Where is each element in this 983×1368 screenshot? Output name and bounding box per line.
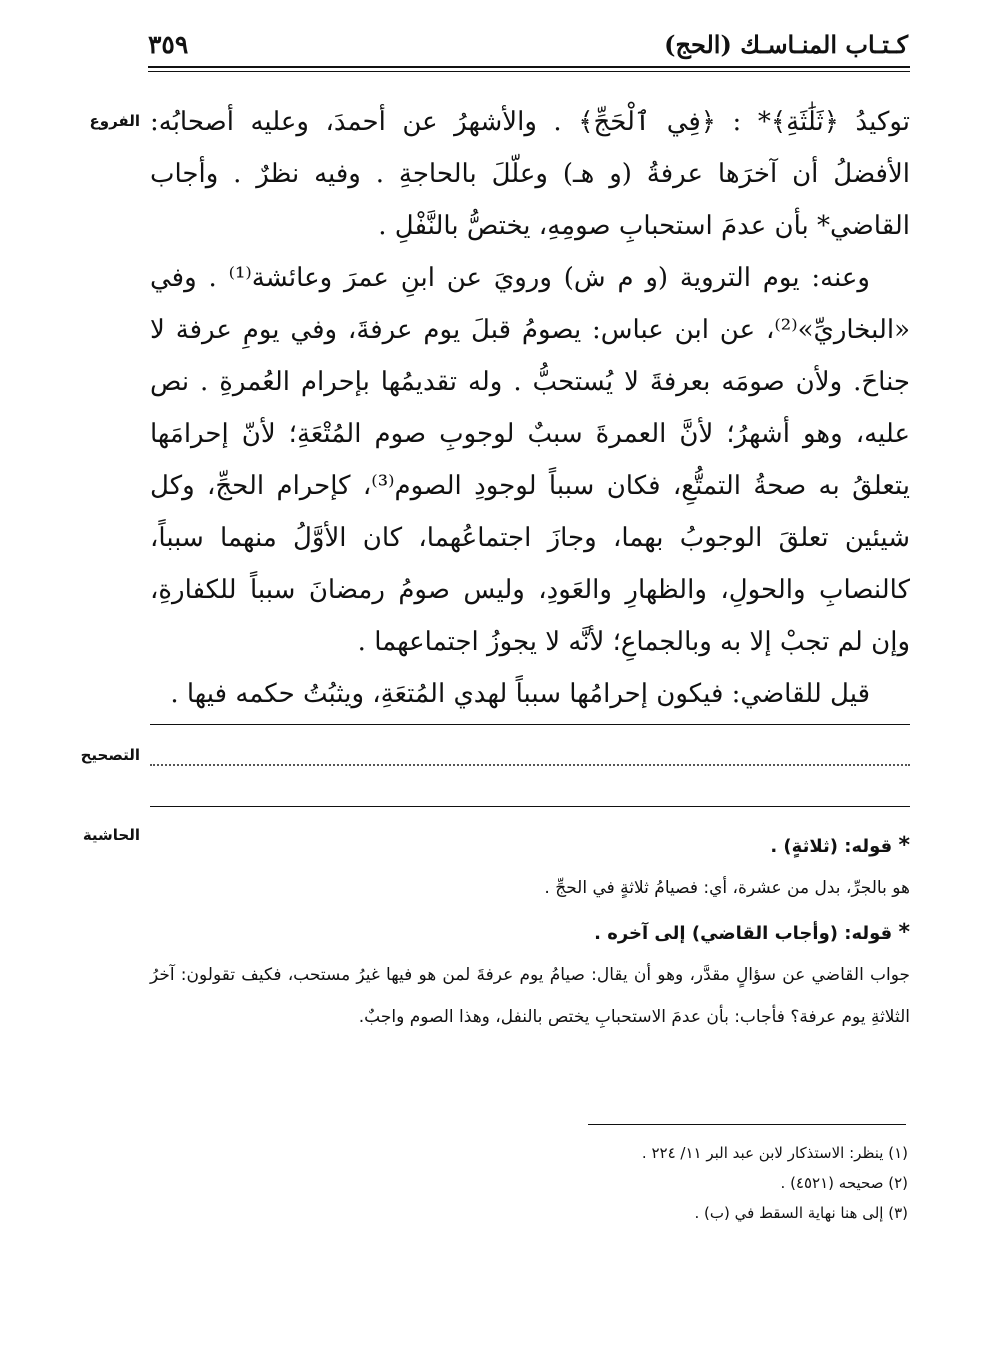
asterisk-icon: *	[898, 833, 910, 858]
main-paragraph-2: وعنه: يوم التروية (و م ش) ورويَ عن ابنِ عمرَ وعائشة⁽¹⁾ . وفي «البخاريِّ»⁽²⁾، عن ابن عباس: يصومُ قبلَ يوم عرفةَ، وفي يومِ عرفة لا جناحَ. ولأن صومَه بعرفةَ لا يُستحبُّ . وله تقديمُها بإحرام العُمرةِ . نص عليه، وهو أشهرُ؛ لأنَّ العمرةَ سببٌ لوجوبِ صوم المُتْعَةِ؛ لأنّ إحرامَها يتعلقُ به صحةُ التمتُّعِ، فكان سبباً لوجودِ الصوم⁽³⁾، كإحرام الحجِّ، وكل شيئين تعلقَ الوجوبُ بهما، وجازَ اجتماعُهما، كان الأوَّلُ منهما سبباً، كالنصابِ والحولِ، والظهارِ والعَودِ، وليس صومُ رمضانَ سبباً للكفارةِ، وإن لم تجبْ إلا به وبالجماعِ؛ لأنَّه لا يجوزُ اجتماعهما .	[150, 263, 910, 657]
hashiya-heading-1-text: قوله: (ثلاثةٍ) .	[770, 836, 893, 857]
page-header	[148, 24, 908, 68]
main-paragraph-1: توكيدُ ﴿ثَلَٰثَةِ﴾* : ﴿فِي ٱلْحَجِّ﴾ . والأشهرُ عن أحمدَ، وعليه أصحابُه: الأفضلُ أن آخرَها عرفةُ (و هـ) وعلّلَ بالحاجةِ . وفيه نظرٌ . وأجاب القاضي* بأن عدمَ استحبابِ صومِهِ، يختصُّ بالنَّفْلِ .	[150, 107, 910, 241]
hashiya-body-1: هو بالجرِّ، بدل من عشرة، أي: فصيامُ ثلاثةٍ في الحجِّ .	[544, 878, 910, 898]
asterisk-icon: *	[898, 920, 910, 945]
footnotes	[500, 1138, 908, 1228]
header-rule	[148, 66, 910, 68]
hashiya-section	[150, 826, 910, 1042]
margin-label-tashih: التصحيح	[80, 746, 140, 764]
footnote-rule	[588, 1124, 906, 1125]
hashiya-heading-2	[150, 913, 910, 954]
hashiya-heading-1	[150, 826, 910, 867]
hashiya-heading-2-text: قوله: (وأجاب القاضي) إلى آخره .	[594, 923, 893, 944]
main-text	[150, 96, 910, 720]
main-paragraph-3: قيل للقاضي: فيكون إحرامُها سبباً لهدي المُتعَةِ، ويثبُتُ حكمه فيها .	[170, 679, 870, 709]
hashiya-body-2: جواب القاضي عن سؤالٍ مقدَّر، وهو أن يقال: صيامُ يوم عرفةَ لمن هو فيها غيرُ مستحب، فكيف تقولون: آخرُ الثلاثةِ يوم عرفة؟ فأجاب: بأن عدمَ الاستحبابِ يختص بالنفل، وهذا الصوم واجبٌ.	[150, 965, 910, 1027]
margin-label-hashiya: الحاشية	[82, 826, 140, 844]
running-title: كـتـاب المنـاسـك (الحج)	[664, 30, 908, 59]
page-number: ٣٥٩	[148, 30, 189, 59]
footnote-1: (١) ينظر: الاستذكار لابن عبد البر ١١/ ٢٢٤ .	[641, 1144, 908, 1162]
tashih-top-rule	[150, 724, 910, 725]
margin-label-furu: الفروع	[89, 112, 140, 130]
header-rule-thin	[148, 71, 910, 72]
footnote-2: (٢) صحيحه (٤٥٢١) .	[780, 1174, 908, 1192]
tashih-bottom-rule	[150, 806, 910, 807]
footnote-3: (٣) إلى هنا نهاية السقط في (ب) .	[694, 1204, 908, 1222]
tashih-dotted-line	[150, 764, 910, 766]
